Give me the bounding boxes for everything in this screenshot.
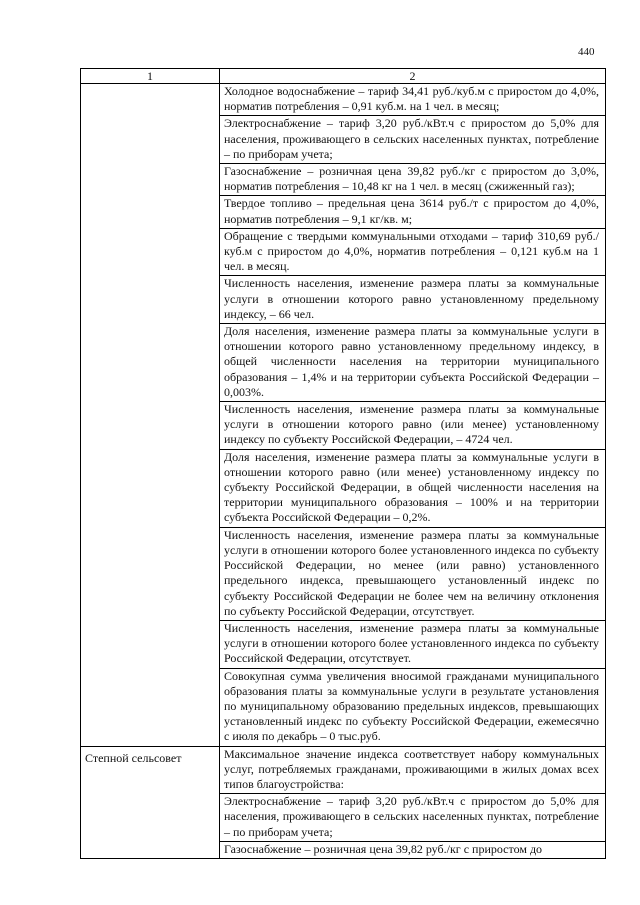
table-row <box>81 84 606 747</box>
description-cell <box>220 746 606 858</box>
region-label <box>81 84 219 87</box>
region-label: Степной сельсовет <box>85 750 182 765</box>
paragraph-max-index: Максимальное значение индекса соответствует набору коммунальных услуг, потребляемых гражданами, проживающими в жилых домах всех типов благоустройства: <box>220 747 605 795</box>
paragraph-solid-fuel: Твердое топливо – предельная цена 3614 руб./т с приростом до 4,0%, норматив потребления – 9,1 кг/кв. м; <box>220 196 605 228</box>
paragraph-total-sum: Совокупная сумма увеличения вносимой гражданами муниципального образования платы за коммунальные услуги в результате установления по муниципальному образованию предельных индексов, превышающих установленный индекс по субъекту Российской Федерации, ежемесячно с июля по декабрь – 0 тыс.руб. <box>224 668 599 744</box>
paragraph-population-equal: Численность населения, изменение размера платы за коммунальные услуги в отношении которого равно установленному предельному индексу, – 66 чел. <box>220 276 605 324</box>
paragraph-electricity: Электроснабжение – тариф 3,20 руб./кВт.ч с приростом до 5,0% для населения, проживающего в сельских населенных пунктах, потребление – по приборам учета; <box>220 794 605 842</box>
paragraph-share-le: Доля населения, изменение размера платы за коммунальные услуги в отношении которого равно (или менее) установленному индексу по субъекту Российской Федерации, в общей численности населения на территории муниципального образования – 100% и на территории субъекта Российской Федерации – 0,2%. <box>220 450 605 528</box>
paragraph-electricity: Электроснабжение – тариф 3,20 руб./кВт.ч с приростом до 5,0% для населения, проживающего в сельских населенных пунктах, потребление – по приборам учета; <box>220 116 605 164</box>
region-cell <box>81 746 220 858</box>
region-cell <box>81 84 220 747</box>
header-row <box>81 69 606 84</box>
column-1-header: 1 <box>81 69 220 84</box>
paragraph-population-between: Численность населения, изменение размера платы за коммунальные услуги в отношении которого более установленного индекса по субъекту Российской Федерации, но менее (или равно) установленного предельного индекса, превышающего установленный индекс по субъекту Российской Федерации не более чем на величину отклонения по субъекту Российской Федерации, отсутствует. <box>220 528 605 621</box>
column-2-header: 2 <box>220 69 606 84</box>
paragraph-waste: Обращение с твердыми коммунальными отходами – тариф 310,69 руб./куб.м с приростом до 4,0%, норматив потребления – 0,121 куб.м на 1 чел. в месяц. <box>220 229 605 277</box>
description-cell <box>220 84 606 747</box>
paragraph-share-equal: Доля населения, изменение размера платы за коммунальные услуги в отношении которого равно установленному предельному индексу, в общей численности населения на территории муниципального образования – 1,4% и на территории субъекта Российской Федерации – 0,003%. <box>220 324 605 402</box>
paragraph-population-le: Численность населения, изменение размера платы за коммунальные услуги в отношении которого равно (или менее) установленному индексу по субъекту Российской Федерации, – 4724 чел. <box>220 402 605 450</box>
paragraph-gas: Газоснабжение – розничная цена 39,82 руб./кг с приростом до <box>224 841 543 856</box>
paragraph-cold-water: Холодное водоснабжение – тариф 34,41 руб./куб.м с приростом до 4,0%, норматив потребления – 0,91 куб.м. на 1 чел. в месяц; <box>220 84 605 116</box>
page-number: 440 <box>578 46 595 58</box>
paragraph-population-above: Численность населения, изменение размера платы за коммунальные услуги в отношении которого более установленного индекса по субъекту Российской Федерации, отсутствует. <box>220 621 605 669</box>
table-row <box>81 746 606 858</box>
tariff-table <box>80 68 606 859</box>
paragraph-gas: Газоснабжение – розничная цена 39,82 руб./кг с приростом до 3,0%, норматив потребления – 10,48 кг на 1 чел. в месяц (сжиженный газ); <box>220 164 605 196</box>
